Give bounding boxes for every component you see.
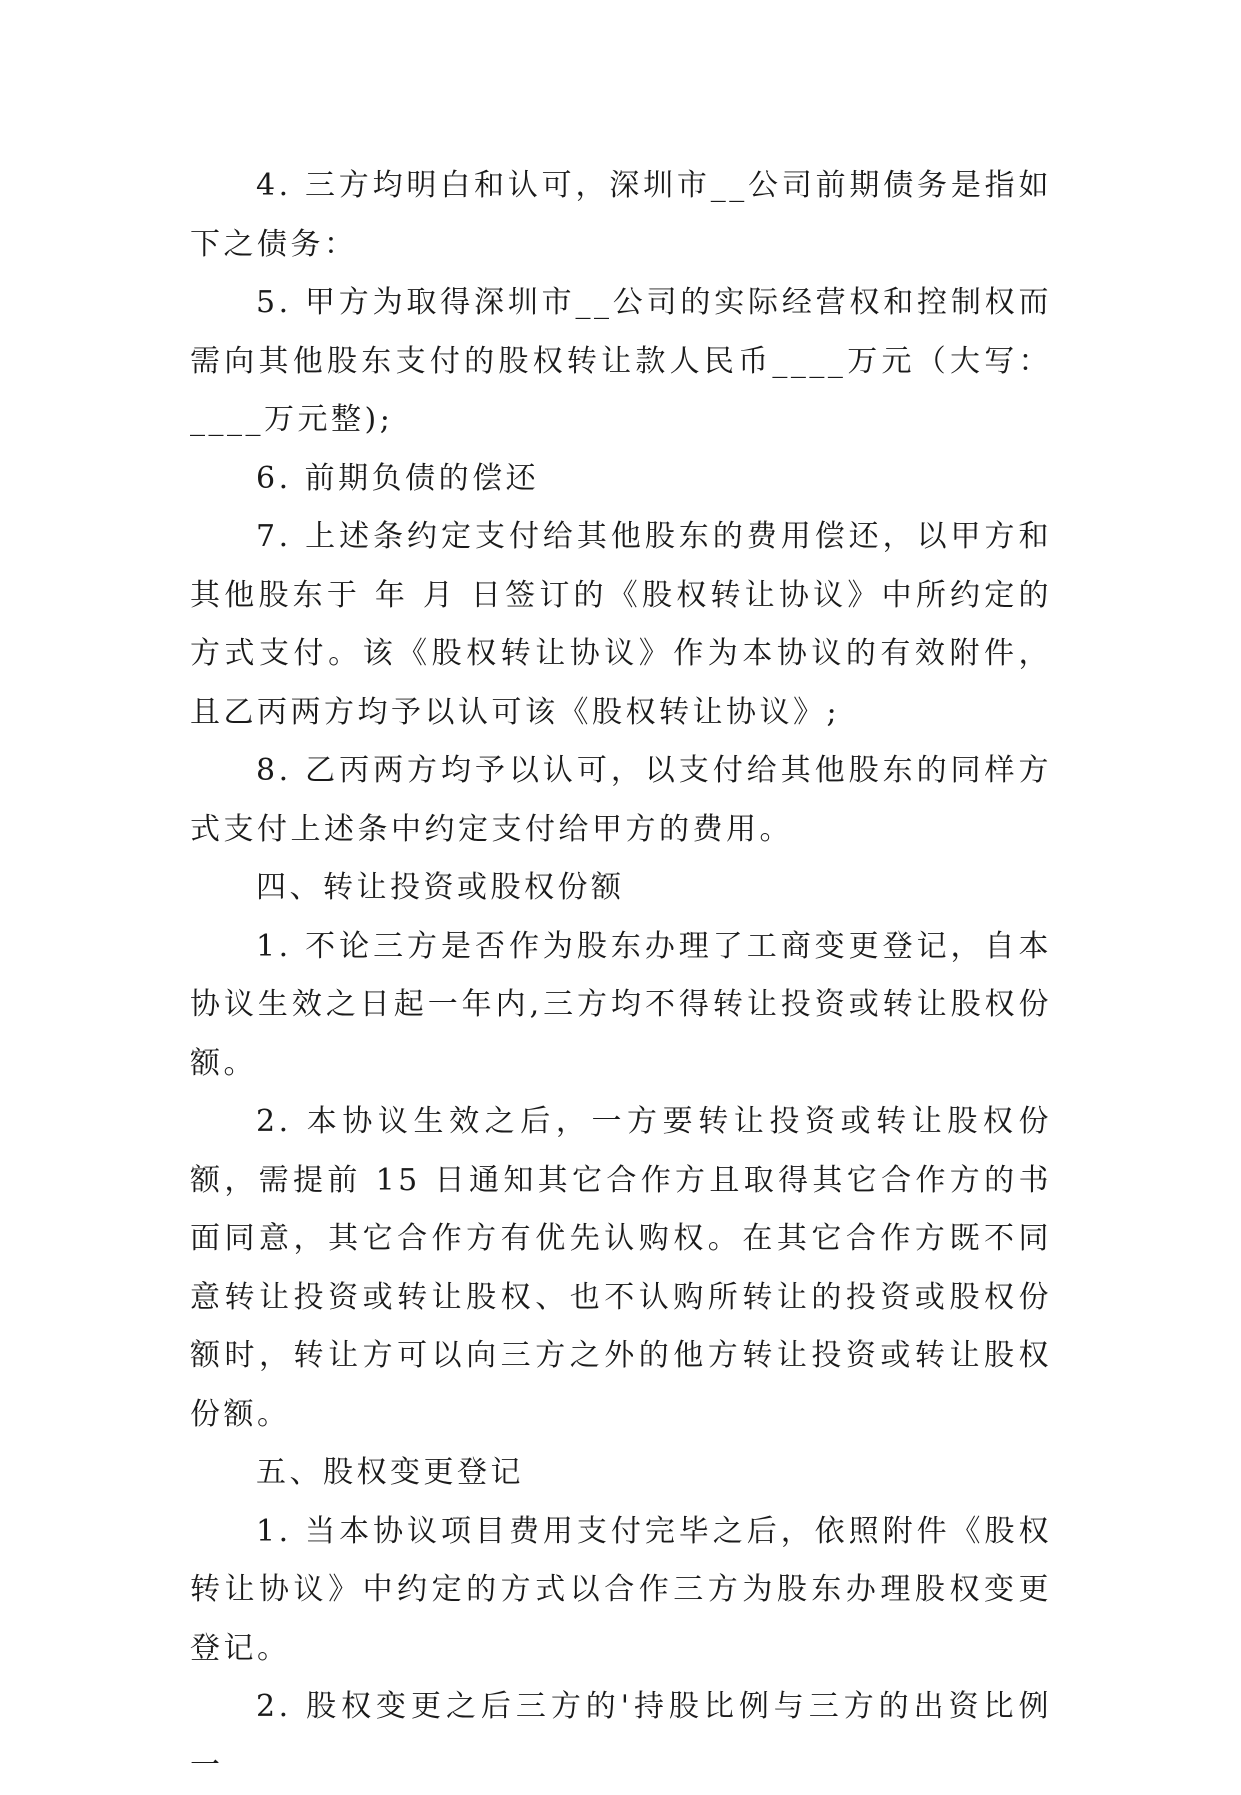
clause-7: 7. 上述条约定支付给其他股东的费用偿还，以甲方和其他股东于 年 月 日签订的《股权转让协议》中所约定的方式支付。该《股权转让协议》作为本协议的有效附件，且乙丙两方均予以认可该《股权转让协议》; — [190, 519, 1052, 730]
section-5-clause-1: 1. 当本协议项目费用支付完毕之后，依照附件《股权转让协议》中约定的方式以合作三方为股东办理股权变更登记。 — [190, 1513, 1052, 1666]
clause-6: 6. 前期负债的偿还 — [256, 460, 540, 496]
section-heading-5: 五、股权变更登记 — [256, 1455, 524, 1490]
section-5-clause-2: 2. 股权变更之后三方的'持股比例与三方的出资比例一 — [190, 1689, 1052, 1783]
clause-5: 5. 甲方为取得深圳市__公司的实际经营权和控制权而需向其他股东支付的股权转让款人民币____万元（大写：____万元整); — [190, 285, 1052, 437]
section-heading-4: 四、转让投资或股权份额 — [256, 870, 625, 905]
clause-8: 8. 乙丙两方均予以认可，以支付给其他股东的同样方式支付上述条中约定支付给甲方的费用。 — [190, 753, 1052, 847]
section-4-clause-1: 1. 不论三方是否作为股东办理了工商变更登记，自本协议生效之日起一年内,三方均不得转让投资或转让股权份额。 — [190, 928, 1052, 1081]
document-body — [190, 157, 1052, 1795]
clause-4: 4. 三方均明白和认可，深圳市__公司前期债务是指如下之债务： — [190, 168, 1052, 262]
section-4-clause-2: 2. 本协议生效之后，一方要转让投资或转让股权份额，需提前 15 日通知其它合作方且取得其它合作方的书面同意，其它合作方有优先认购权。在其它合作方既不同意转让投资或转让股权、也不认购所转让的投资或股权份额时，转让方可以向三方之外的他方转让投资或转让股权份额。 — [190, 1104, 1052, 1432]
